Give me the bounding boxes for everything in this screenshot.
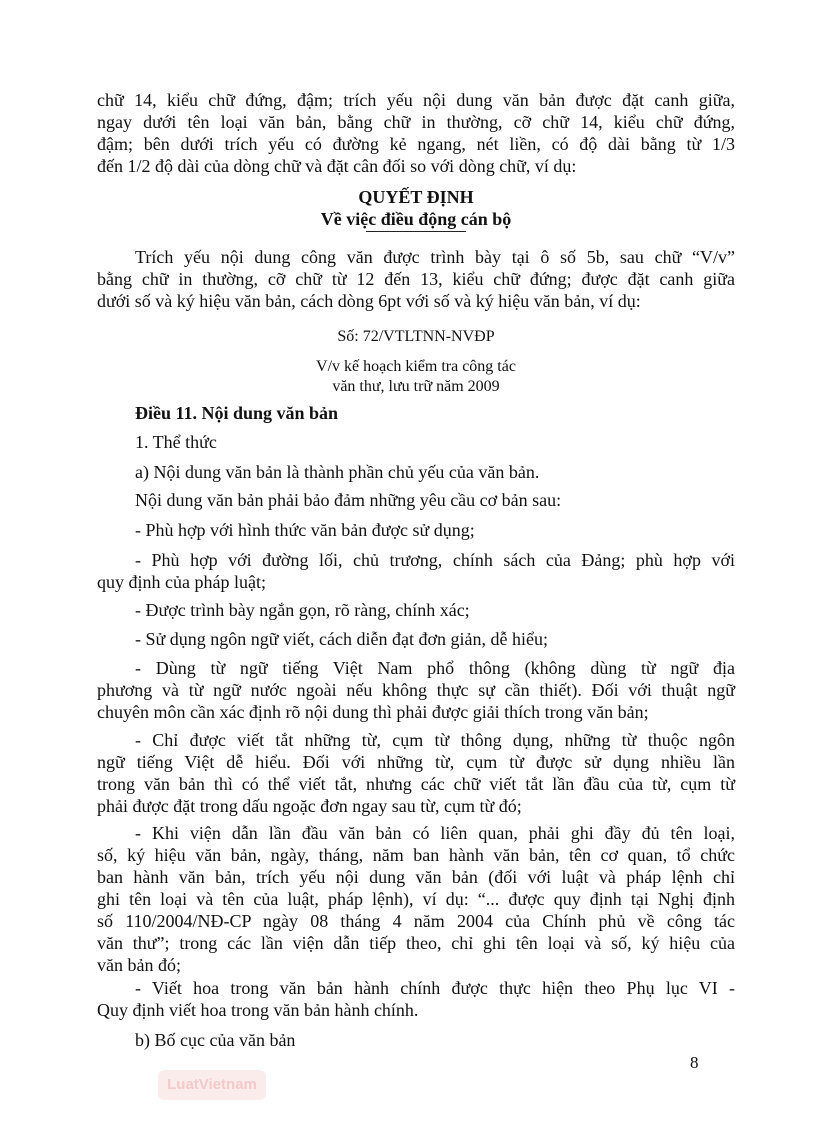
text-line: ghi tên loại và tên của luật, pháp lệnh), ví dụ: “... được quy định tại Nghị định: [97, 889, 735, 909]
text-line: - Chỉ được viết tắt những từ, cụm từ thông dụng, những từ thuộc ngôn: [135, 730, 735, 750]
watermark-logo: LuatVietnam: [158, 1070, 266, 1100]
text-line: trong văn bản thì có thể viết tắt, nhưng các chữ viết tắt lần đầu của từ, cụm từ: [97, 774, 735, 794]
text-line: - Phù hợp với đường lối, chủ trương, chính sách của Đảng; phù hợp với: [135, 550, 735, 570]
heading-line: QUYẾT ĐỊNH: [358, 187, 474, 207]
text-line: văn thư”; trong các lần viện dẫn tiếp theo, chỉ ghi tên loại và số, ký hiệu của: [97, 933, 735, 953]
text-line: số 110/2004/NĐ-CP ngày 08 tháng 4 năm 2004 của Chính phủ về công tác: [97, 911, 735, 931]
text-line: Quy định viết hoa trong văn bản hành chính.: [97, 1000, 419, 1020]
heading-line: Điều 11. Nội dung văn bản: [135, 403, 339, 423]
text-line: - Viết hoa trong văn bản hành chính được thực hiện theo Phụ lục VI -: [135, 978, 735, 998]
text-line: Trích yếu nội dung công văn được trình bày tại ô số 5b, sau chữ “V/v”: [135, 247, 735, 267]
text-line: - Sử dụng ngôn ngữ viết, cách diễn đạt đơn giản, dễ hiểu;: [135, 629, 548, 649]
heading-underline: [366, 231, 466, 232]
text-line: ngữ tiếng Việt dễ hiểu. Đối với những từ, cụm từ được sử dụng nhiều lần: [97, 752, 735, 772]
text-line: văn thư, lưu trữ năm 2009: [332, 378, 500, 395]
text-line: dưới số và ký hiệu văn bản, cách dòng 6pt với số và ký hiệu văn bản, ví dụ:: [97, 291, 641, 311]
text-line: - Được trình bày ngắn gọn, rõ ràng, chính xác;: [135, 600, 470, 620]
text-line: phải được đặt trong dấu ngoặc đơn ngay sau từ, cụm từ đó;: [97, 796, 522, 816]
text-line: - Dùng từ ngữ tiếng Việt Nam phổ thông (không dùng từ ngữ địa: [135, 658, 735, 678]
text-line: chuyên môn cần xác định rõ nội dung thì phải được giải thích trong văn bản;: [97, 702, 649, 722]
text-line: ban hành văn bản, trích yếu nội dung văn bản (đối với luật và pháp lệnh chỉ: [97, 867, 735, 887]
text-line: Số: 72/VTLTNN-NVĐP: [337, 328, 495, 345]
text-line: số, ký hiệu văn bản, ngày, tháng, năm ban hành văn bản, tên cơ quan, tổ chức: [97, 845, 735, 865]
text-line: a) Nội dung văn bản là thành phần chủ yếu của văn bản.: [135, 462, 540, 482]
text-line: đậm; bên dưới trích yếu có đường kẻ ngang, nét liền, có độ dài bằng từ 1/3: [97, 134, 735, 154]
heading-line: Về việc điều động cán bộ: [320, 209, 512, 229]
text-line: V/v kế hoạch kiểm tra công tác: [316, 358, 516, 375]
text-line: b) Bố cục của văn bản: [135, 1030, 296, 1050]
text-line: ngay dưới tên loại văn bản, bằng chữ in thường, cỡ chữ 14, kiểu chữ đứng,: [97, 112, 735, 132]
text-line: Nội dung văn bản phải bảo đảm những yêu cầu cơ bản sau:: [135, 490, 562, 510]
text-line: 1. Thể thức: [135, 432, 217, 452]
text-line: - Phù hợp với hình thức văn bản được sử dụng;: [135, 520, 475, 540]
text-line: chữ 14, kiểu chữ đứng, đậm; trích yếu nội dung văn bản được đặt canh giữa,: [97, 90, 735, 110]
text-line: đến 1/2 độ dài của dòng chữ và đặt cân đối so với dòng chữ, ví dụ:: [97, 156, 577, 176]
text-line: - Khi viện dẫn lần đầu văn bản có liên quan, phải ghi đầy đủ tên loại,: [135, 823, 735, 843]
text-line: phương và từ ngữ nước ngoài nếu không thực sự cần thiết). Đối với thuật ngữ: [97, 680, 735, 700]
text-line: văn bản đó;: [97, 955, 181, 975]
text-line: quy định của pháp luật;: [97, 572, 266, 592]
page-number: 8: [690, 1053, 699, 1072]
text-line: bằng chữ in thường, cỡ chữ từ 12 đến 13, kiểu chữ đứng; được đặt canh giữa: [97, 269, 735, 289]
